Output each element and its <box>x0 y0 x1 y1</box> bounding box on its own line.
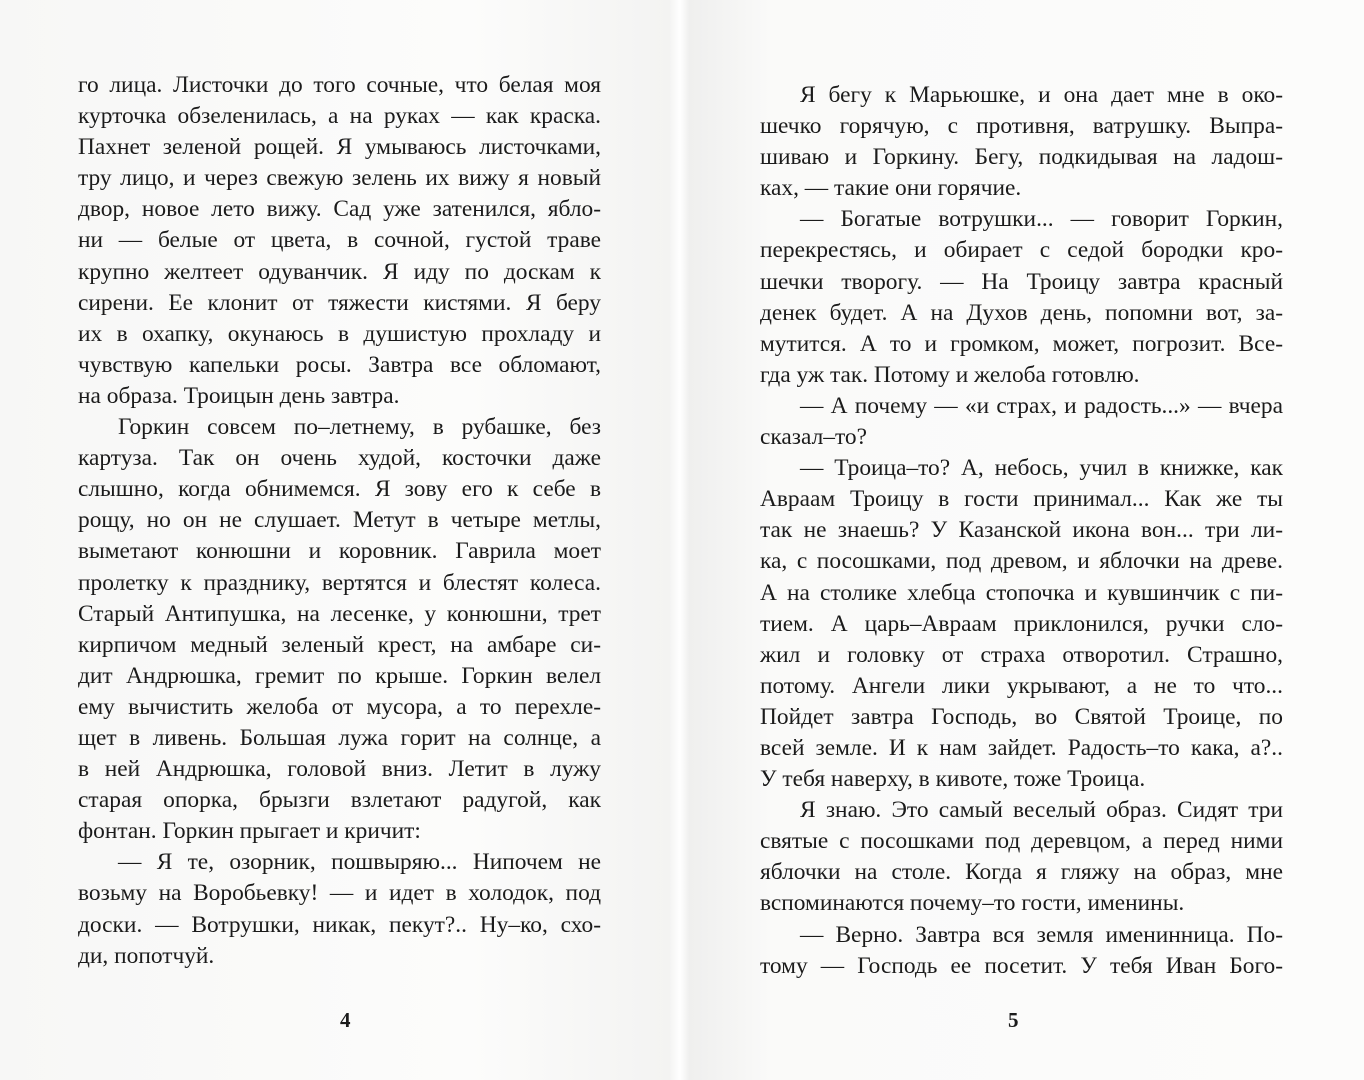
page-number: 4 <box>340 1008 351 1032</box>
text-line: выметают конюшни и коровник. Гаврила моет <box>78 538 601 565</box>
text-line: — Верно. Завтра вся земля именинница. По- <box>800 921 1283 948</box>
text-line: ди, попотчуй. <box>78 942 215 969</box>
text-line: — Я те, озорник, пошвыряю... Нипочем не <box>118 849 601 876</box>
text-line: дит Андрюшка, гремит по крыше. Горкин велел <box>78 662 601 689</box>
text-line: ках, — такие они горячие. <box>760 175 1022 202</box>
text-line: курточка обзеленилась, а на руках — как краска. <box>78 103 601 130</box>
text-line: — Троица–то? А, небось, учил в книжке, как <box>800 455 1283 482</box>
text-line: фонтан. Горкин прыгает и кричит: <box>78 818 421 845</box>
text-line: го лица. Листочки до того сочные, что белая моя <box>78 72 601 98</box>
text-line: Я бегу к Марьюшке, и она дает мне в око- <box>800 82 1283 108</box>
page-number: 5 <box>1008 1008 1019 1032</box>
text-line: — А почему — «и страх, и радость...» — вчера <box>800 392 1283 419</box>
left-page <box>0 0 670 1080</box>
right-page-text <box>760 80 1283 982</box>
text-line: щет в ливень. Большая лужа горит на солнце, а <box>78 724 601 751</box>
text-line: потому. Ангели лики укрывают, а не то что... <box>760 672 1283 699</box>
text-line: святые с посошками под деревцом, а перед ними <box>760 828 1283 855</box>
text-line: так не знаешь? У Казанской икона вон... три ли- <box>760 517 1283 544</box>
text-line: чувствую капельки росы. Завтра все обломают, <box>78 351 601 378</box>
text-line: старая опорка, брызги взлетают радугой, как <box>78 787 601 814</box>
text-line: перекрестясь, и обирает с седой бородки кро- <box>760 237 1283 264</box>
right-page <box>690 0 1364 1080</box>
text-line: возьму на Воробьевку! — и идет в холодок, под <box>78 880 601 907</box>
text-line: шечко горячую, с противня, ватрушку. Выпра- <box>760 113 1283 140</box>
text-line: пролетку к празднику, вертятся и блестят колеса. <box>78 569 601 596</box>
text-line: в ней Андрюшка, головой вниз. Летит в лужу <box>78 756 601 783</box>
text-line: тому — Господь ее посетит. У тебя Иван Бого- <box>760 952 1283 979</box>
text-line: гда уж так. Потому и желоба готовлю. <box>760 361 1140 388</box>
text-line: тру лицо, и через свежую зелень их вижу я новый <box>78 165 601 192</box>
text-line: жил и головку от страха отворотил. Страшно, <box>760 641 1283 668</box>
text-line: сирени. Ее клонит от тяжести кистями. Я беру <box>78 289 601 316</box>
text-line: Горкин совсем по–летнему, в рубашке, без <box>118 414 601 441</box>
text-line: ка, с посошками, под древом, и яблочки на древе. <box>760 548 1283 575</box>
text-line: рощу, но он не слушает. Метут в четыре метлы, <box>78 507 601 534</box>
text-line: всей земле. И к нам зайдет. Радость–то кака, а?.. <box>760 734 1283 761</box>
text-line: кирпичом медный зеленый крест, на амбаре си- <box>78 631 601 658</box>
text-line: Пахнет зеленой рощей. Я умываюсь листочками, <box>78 134 601 161</box>
text-line: вспоминаются почему–то гости, именины. <box>760 890 1185 917</box>
text-line: У тебя наверху, в кивоте, тоже Троица. <box>760 766 1146 793</box>
text-line: Пойдет завтра Господь, во Святой Троице, по <box>760 703 1283 730</box>
text-line: сказал–то? <box>760 424 867 451</box>
text-line: тием. А царь–Авраам приклонился, ручки сло- <box>760 610 1283 637</box>
text-line: денек будет. А на Духов день, попомни вот, за- <box>760 299 1283 326</box>
text-line: шечки творогу. — На Троицу завтра красный <box>760 268 1283 295</box>
text-line: ни — белые от цвета, в сочной, густой траве <box>78 227 601 254</box>
text-line: Авраам Троицу в гости принимал... Как же ты <box>760 486 1283 513</box>
book-gutter <box>670 0 690 1080</box>
text-line: доски. — Вотрушки, никак, пекут?.. Ну–ко, схо- <box>78 911 601 938</box>
text-line: Я знаю. Это самый веселый образ. Сидят три <box>800 797 1283 824</box>
text-line: слышно, когда обнимемся. Я зову его к себе в <box>78 476 601 503</box>
text-line: Старый Антипушка, на лесенке, у конюшни, трет <box>78 600 601 627</box>
text-line: А на столике хлебца стопочка и кувшинчик с пи- <box>760 579 1283 606</box>
text-line: крупно желтеет одуванчик. Я иду по доскам к <box>78 258 601 285</box>
text-line: — Богатые вотрушки... — говорит Горкин, <box>800 206 1283 233</box>
text-line: шиваю и Горкину. Бегу, подкидывая на ладош- <box>760 144 1283 171</box>
text-line: яблочки на столе. Когда я гляжу на образ, мне <box>760 859 1283 886</box>
text-line: мутится. А то и громком, может, погрозит. Все- <box>760 330 1283 357</box>
left-page-text <box>78 70 601 972</box>
text-line: их в охапку, окунаюсь в душистую прохладу и <box>78 320 601 347</box>
text-line: картуза. Так он очень худой, косточки даже <box>78 445 601 472</box>
text-line: ему вычистить желоба от мусора, а то перехле- <box>78 693 601 720</box>
text-line: двор, новое лето вижу. Сад уже затенился, ябло- <box>78 196 601 223</box>
text-line: на образа. Троицын день завтра. <box>78 382 400 409</box>
